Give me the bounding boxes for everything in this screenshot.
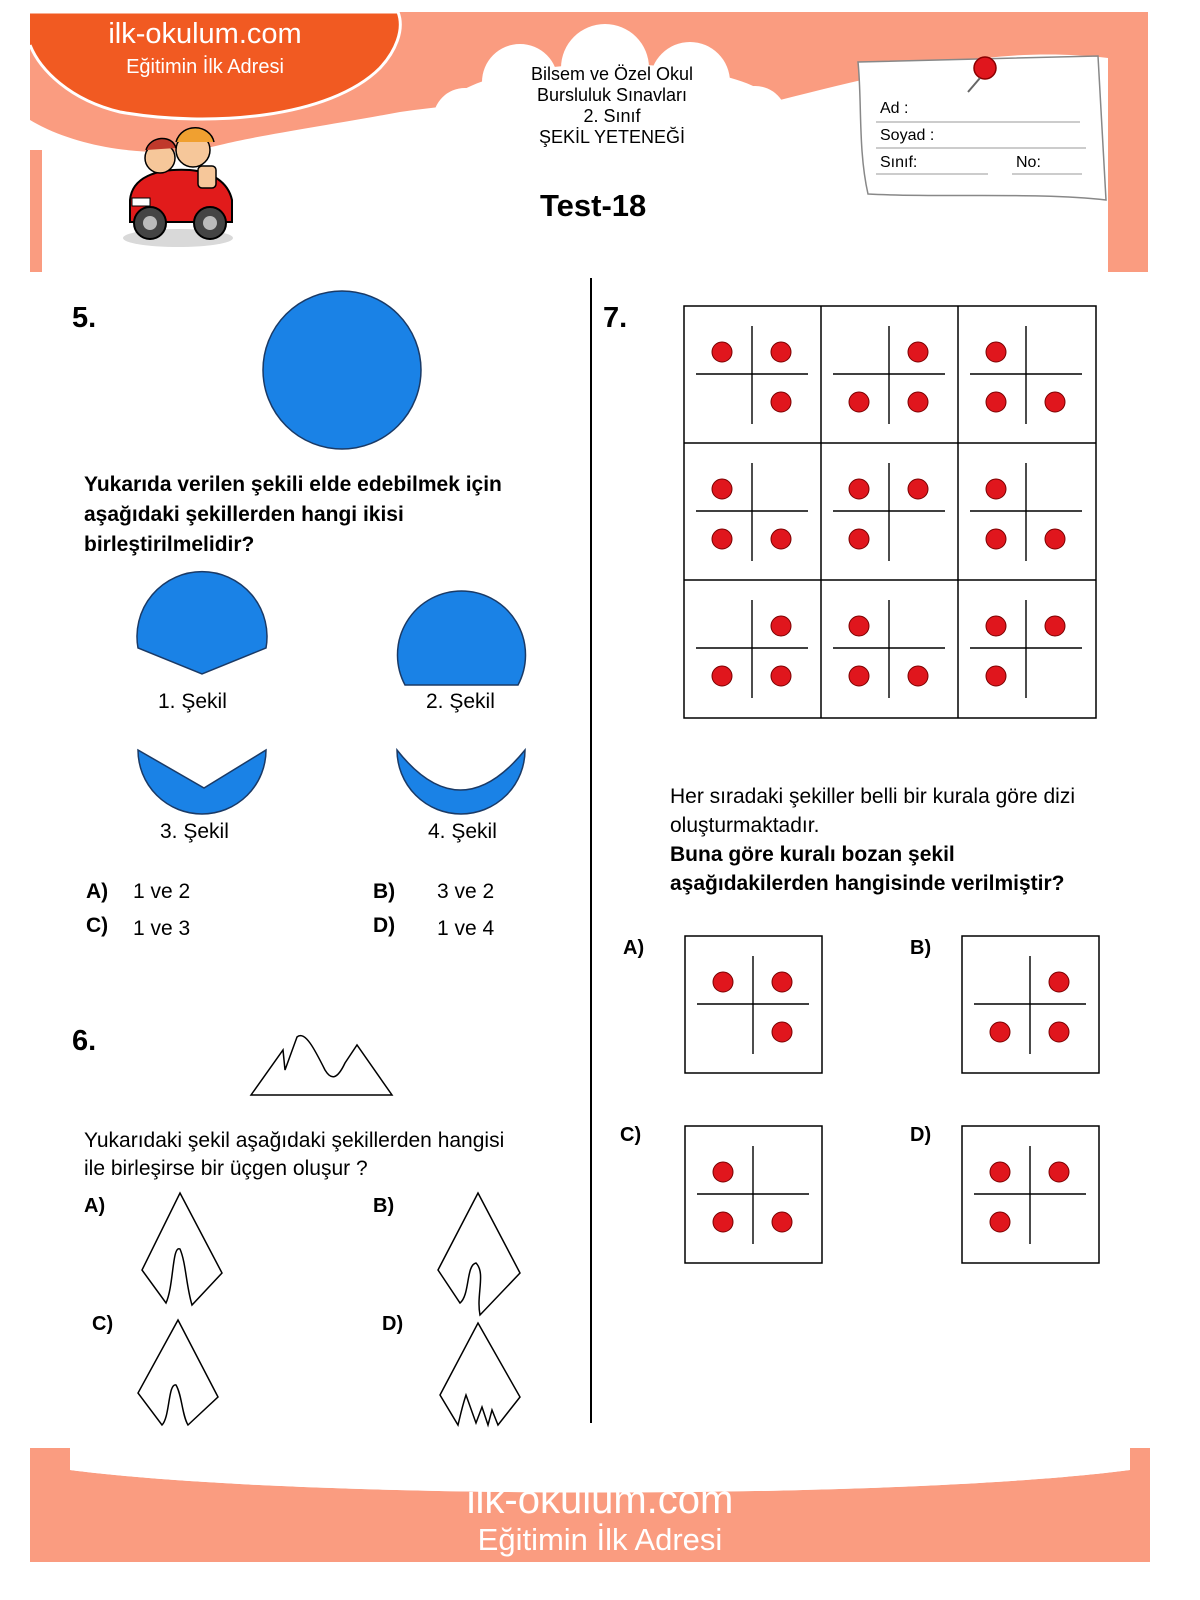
- q5-shape-3: [138, 750, 266, 814]
- q5-shape-1: [137, 572, 267, 674]
- q7-option-boxes[interactable]: [680, 930, 1105, 1270]
- q5-option-letter[interactable]: B): [373, 880, 396, 903]
- q6-prompt-line: ile birleşirse bir üçgen oluşur ?: [84, 1157, 368, 1180]
- q5-prompt-line: birleştirilmelidir?: [84, 533, 255, 556]
- form-class-label: Sınıf:: [880, 154, 918, 171]
- footer-site-name: ilk-okulum.com: [466, 1478, 734, 1522]
- red-dot: [1049, 972, 1069, 992]
- red-dot: [908, 342, 928, 362]
- q5-option-letter[interactable]: C): [86, 914, 109, 937]
- red-dot: [849, 392, 869, 412]
- test-title: Test-18: [540, 188, 647, 223]
- red-dot: [908, 666, 928, 686]
- cloud-line: Bilsem ve Özel Okul: [530, 64, 694, 84]
- cloud-line: ŞEKİL YETENEĞİ: [538, 127, 686, 147]
- q5-prompt-line: aşağıdaki şekillerden hangi ikisi: [84, 503, 404, 526]
- header-tagline: Eğitimin İlk Adresi: [126, 56, 284, 78]
- q5-shape-2: [398, 591, 526, 685]
- red-dot: [712, 479, 732, 499]
- red-dot: [713, 1162, 733, 1182]
- red-dot: [908, 392, 928, 412]
- q6-option-letter[interactable]: D): [382, 1313, 404, 1335]
- column-divider: [590, 278, 592, 1423]
- cloud-line: Bursluluk Sınavları: [536, 85, 688, 105]
- q5-option-text[interactable]: 1 ve 2: [133, 880, 191, 903]
- q5-option-letter[interactable]: A): [86, 880, 109, 903]
- form-name-label: Ad :: [880, 100, 909, 117]
- q6-number: 6.: [72, 1025, 97, 1057]
- red-dot: [712, 342, 732, 362]
- q5-prompt-line: Yukarıda verilen şekili elde edebilmek için: [84, 473, 502, 496]
- q7-prompt: [670, 782, 1075, 898]
- red-dot: [849, 666, 869, 686]
- red-dot: [772, 1212, 792, 1232]
- q5-option-text[interactable]: 3 ve 2: [437, 880, 495, 903]
- q7-prompt-bold-line: aşağıdakilerden hangisinde verilmiştir?: [670, 872, 1065, 895]
- q5-target-circle: [255, 288, 430, 456]
- q6-prompt: [84, 1127, 504, 1183]
- red-dot: [771, 342, 791, 362]
- q5-shape-label: 2. Şekil: [426, 690, 495, 713]
- red-dot: [713, 972, 733, 992]
- red-dot: [986, 666, 1006, 686]
- red-dot: [1045, 529, 1065, 549]
- cloud-line: 2. Sınıf: [583, 106, 641, 126]
- red-dot: [712, 666, 732, 686]
- red-dot: [908, 479, 928, 499]
- q7-prompt-line: oluşturmaktadır.: [670, 814, 820, 837]
- red-dot: [771, 529, 791, 549]
- q6-option-shapes[interactable]: [130, 1185, 550, 1435]
- red-dot: [849, 479, 869, 499]
- q5-shape-label: 3. Şekil: [160, 820, 229, 843]
- cloud-title: [462, 64, 762, 148]
- q6-prompt-line: Yukarıdaki şekil aşağıdaki şekillerden hangisi: [84, 1129, 505, 1152]
- red-dot: [990, 1212, 1010, 1232]
- red-dot: [986, 479, 1006, 499]
- q6-shape-b: [438, 1193, 520, 1315]
- red-dot: [772, 1022, 792, 1042]
- q7-prompt-line: Her sıradaki şekiller belli bir kurala göre dizi: [670, 785, 1075, 808]
- q7-pattern-grid: [680, 300, 1105, 725]
- q6-option-letter[interactable]: A): [84, 1195, 106, 1217]
- header-site-name: ilk-okulum.com: [108, 18, 302, 50]
- q5-option-text[interactable]: 1 ve 4: [437, 917, 495, 940]
- red-dot: [990, 1162, 1010, 1182]
- red-dot: [849, 529, 869, 549]
- q7-prompt-bold-line: Buna göre kuralı bozan şekil: [670, 843, 955, 866]
- red-dot: [986, 392, 1006, 412]
- q7-number: 7.: [603, 302, 628, 334]
- q6-mountain-shape: [245, 1025, 400, 1105]
- red-dot: [771, 616, 791, 636]
- q5-option-text[interactable]: 1 ve 3: [133, 917, 191, 940]
- q6-option-letter[interactable]: C): [92, 1313, 114, 1335]
- q6-shape-d: [440, 1323, 520, 1425]
- red-dot: [1045, 616, 1065, 636]
- red-dot: [713, 1212, 733, 1232]
- q6-shape-c: [138, 1320, 218, 1425]
- red-dot: [986, 616, 1006, 636]
- q6-option-letter[interactable]: B): [373, 1195, 395, 1217]
- red-dot: [1045, 392, 1065, 412]
- q6-shape-a: [142, 1193, 222, 1305]
- q5-shape-label: 1. Şekil: [158, 690, 227, 713]
- q7-option-letter[interactable]: B): [910, 937, 932, 959]
- q7-option-letter[interactable]: D): [910, 1124, 932, 1146]
- red-dot: [712, 529, 732, 549]
- q7-option-letter[interactable]: A): [623, 937, 645, 959]
- red-dot: [986, 342, 1006, 362]
- q5-prompt: [84, 470, 502, 560]
- q5-option-letter[interactable]: D): [373, 914, 396, 937]
- red-dot: [990, 1022, 1010, 1042]
- red-dot: [772, 972, 792, 992]
- q5-shape-label: 4. Şekil: [428, 820, 497, 843]
- red-dot: [849, 616, 869, 636]
- q5-shape-4: [397, 750, 525, 814]
- q5-number: 5.: [72, 302, 97, 334]
- form-number-label: No:: [1016, 154, 1041, 171]
- red-dot: [1049, 1162, 1069, 1182]
- red-dot: [771, 392, 791, 412]
- q7-option-letter[interactable]: C): [620, 1124, 642, 1146]
- form-surname-label: Soyad :: [880, 127, 935, 144]
- red-dot: [1049, 1022, 1069, 1042]
- red-dot: [771, 666, 791, 686]
- red-dot: [986, 529, 1006, 549]
- footer-tagline: Eğitimin İlk Adresi: [477, 1522, 723, 1557]
